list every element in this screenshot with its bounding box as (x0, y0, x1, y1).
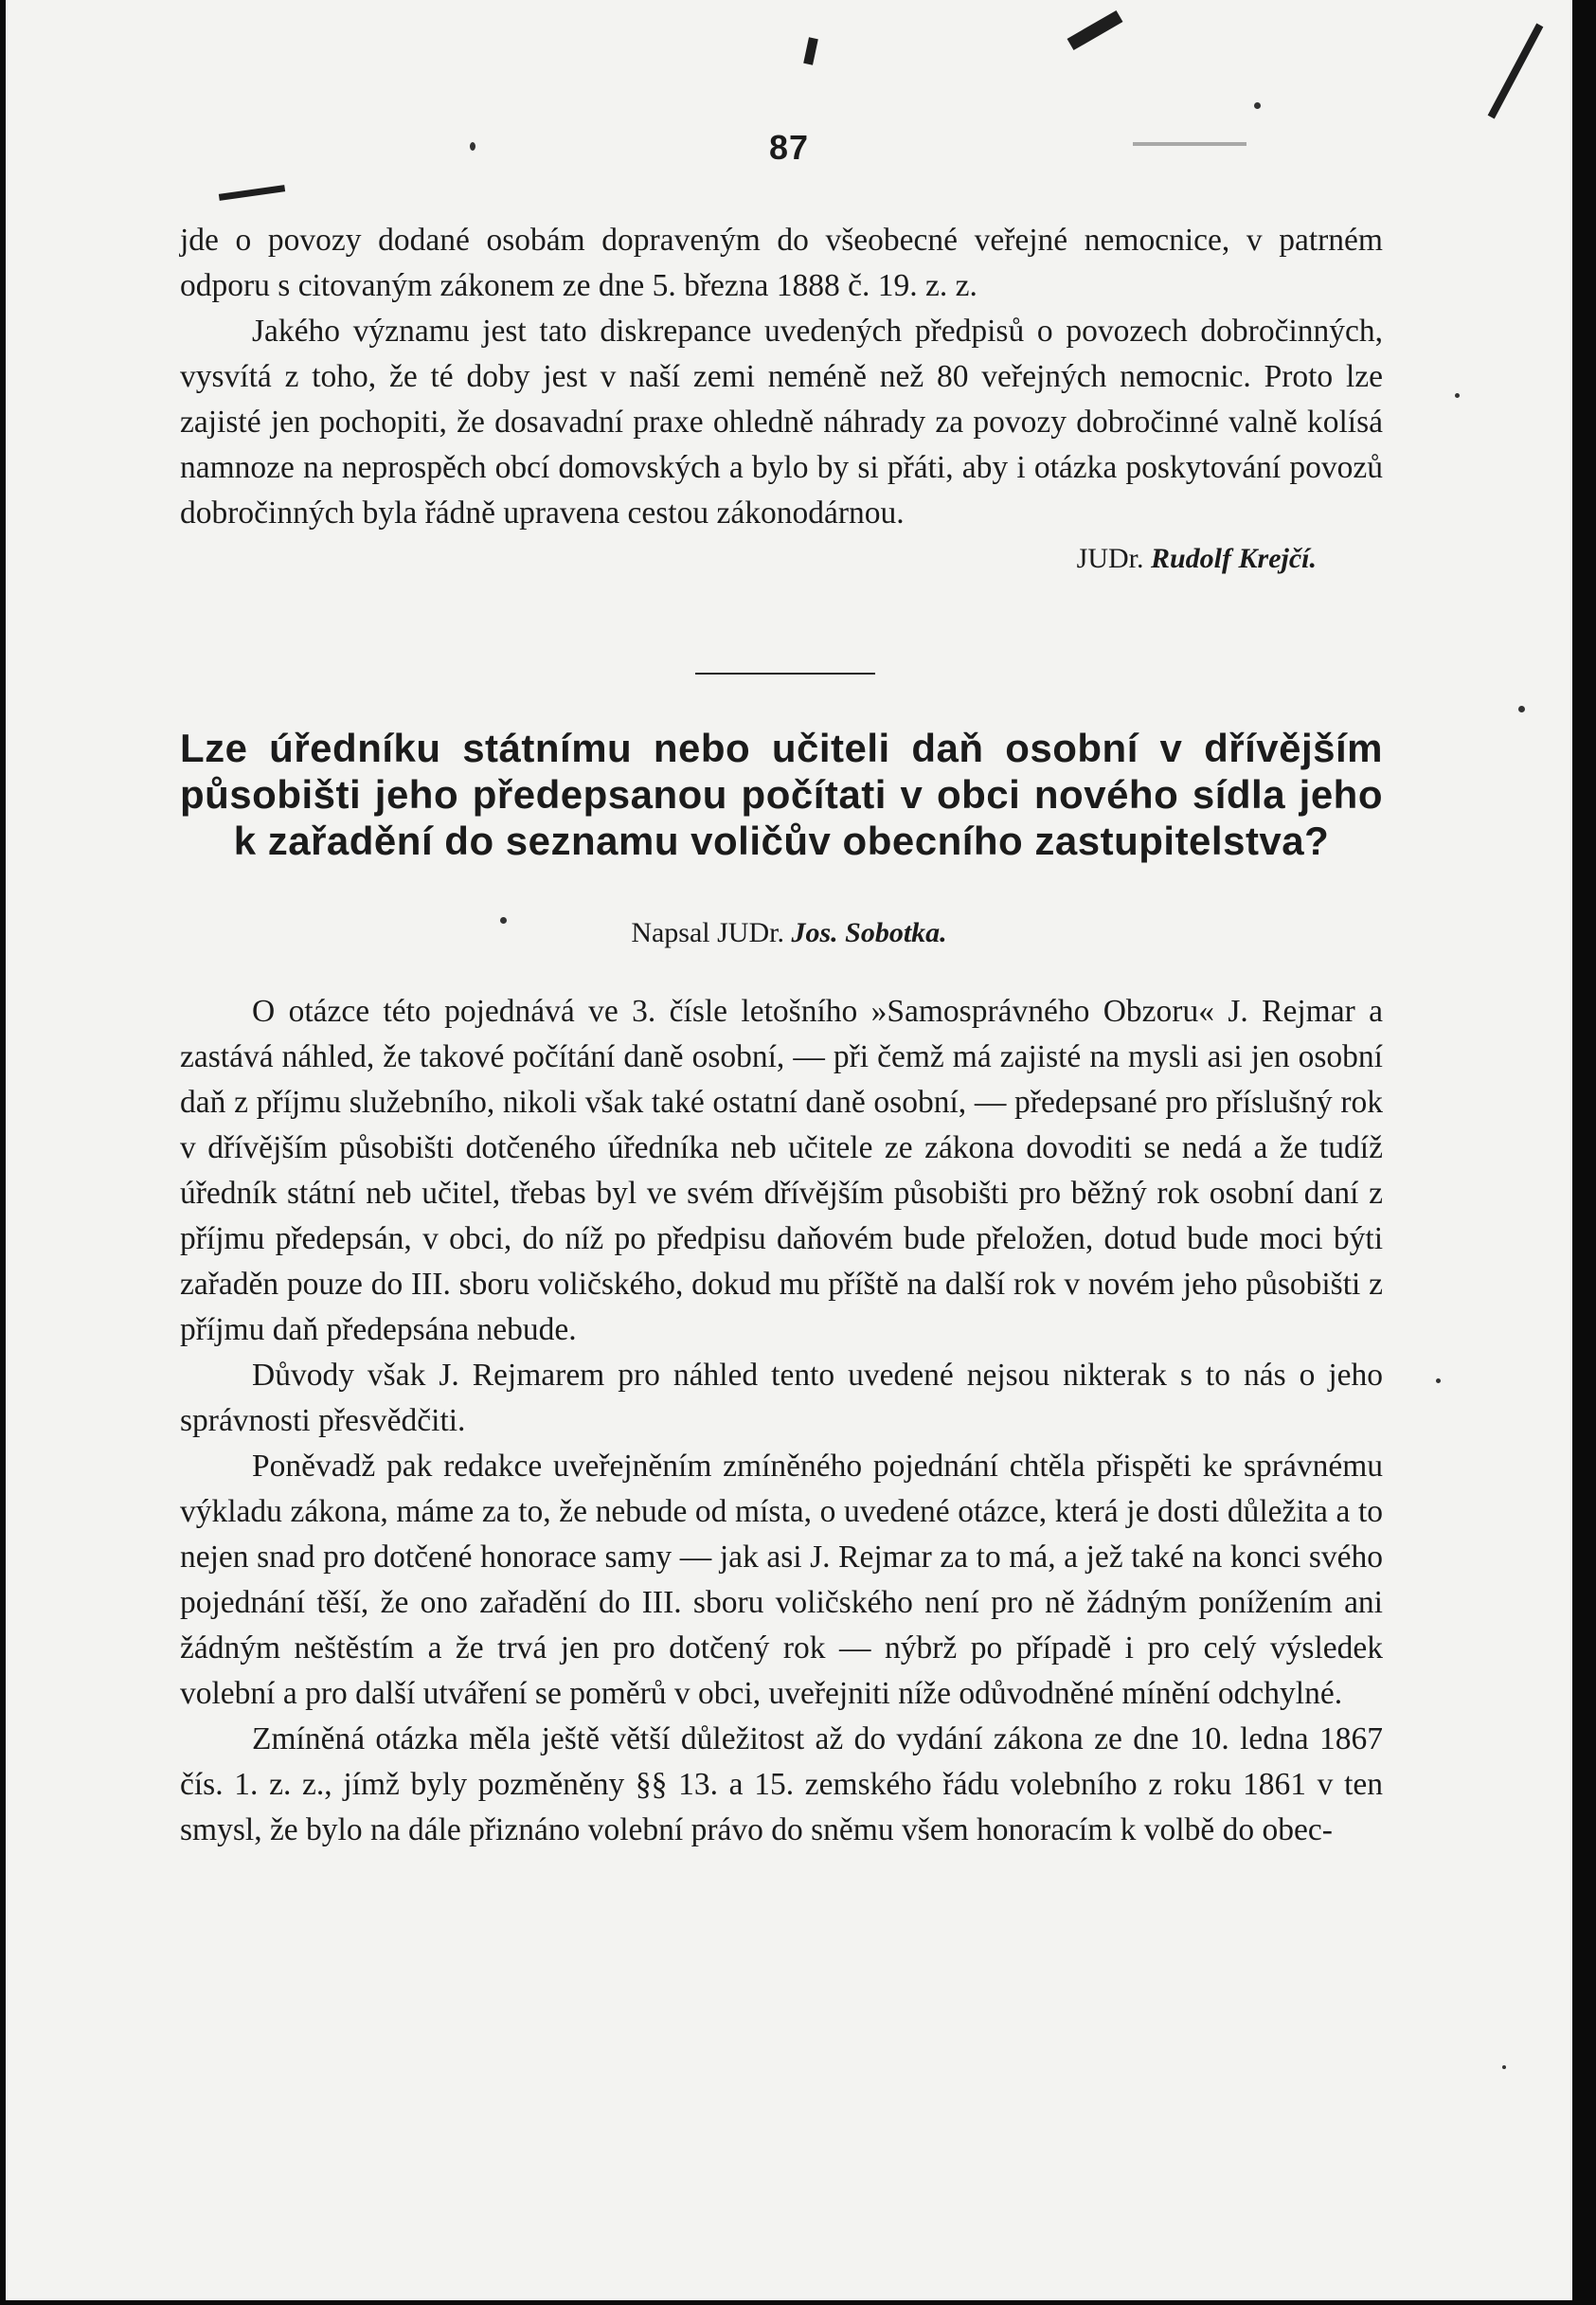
paragraph: jde o povozy dodané osobám dopraveným do všeobecné veřejné nemocnice, v patrném odporu s citovaným zákonem ze dne 5. března 1888 č. 19. z. z. (180, 223, 1383, 303)
byline-prefix: Napsal JUDr. (631, 917, 784, 948)
paragraph-text: Jakého významu jest tato diskrepance uvedených předpisů o povozech dobročinných, vysvítá z toho, že té doby jest v naší zemi neméně než 80 veřejných nemocnic. Proto lze zajisté jen pochopiti, že dosavadní praxe ohledně náhrady za povozy dobročinné valně kolísá namnoze na neprospěch obcí domovských a bylo by si přáti, aby i otázka poskytování povozů dobročinných byla řádně upravena cestou zákonodárnou. (180, 314, 1383, 531)
section-divider (695, 673, 875, 675)
scan-smudge (803, 37, 818, 64)
scan-smudge (1488, 24, 1544, 119)
signature (1077, 536, 1317, 582)
paragraph: Poněvadž pak redakce uveřejněním zmíněného pojednání chtěla přispěti ke správnému výkladu zákona, máme za to, že nebude od místa, o uvedené otázce, která je dosti důležita a to nejen snad pro dotčené honorace samy — jak asi J. Rejmar za to má, a jež také na konci svého pojednání těší, že ono zařadění do III. sboru voličského není pro ně žádným ponížením ani žádným neštěstím a že trvá jen pro dotčený rok — nýbrž po případě i pro celý výsledek volební a pro další utváření se poměrů v obci, uveřejniti níže odůvodněné mínění odchylné. (180, 1449, 1383, 1711)
scan-smudge (1067, 10, 1123, 50)
scan-speck (1502, 2065, 1506, 2069)
page-number: 87 (768, 128, 810, 167)
byline (6, 917, 1572, 949)
signature-name: Rudolf Krejčí. (1150, 543, 1317, 574)
scan-smudge (219, 185, 285, 201)
article-body (180, 989, 1383, 1853)
paragraph: Důvody však J. Rejmarem pro náhled tento uvedené nejsou nikterak s to nás o jeho správnosti přesvědčiti. (180, 1358, 1383, 1438)
paragraph (180, 309, 1383, 536)
signature-line (180, 536, 1383, 582)
article-title: Lze úředníku státnímu nebo učiteli daň osobní v dřívějším působišti jeho předepsanou počítati v obci nového sídla jeho k zařadění do seznamu voličův obecního zastupitelstva? (180, 726, 1383, 863)
scan-speck (1518, 706, 1525, 712)
scan-speck (1254, 102, 1261, 109)
scan-speck (1436, 1378, 1441, 1383)
scan-speck (1455, 393, 1460, 398)
paragraph: O otázce této pojednává ve 3. čísle letošního »Samosprávného Obzoru« J. Rejmar a zastává náhled, že takové počítání daně osobní, — při čemž má zajisté na mysli asi jen osobní daň z příjmu služebního, nikoli však také ostatní daně osobní, — předepsané pro příslušný rok v dřívějším působišti dotčeného úředníka neb učitele ze zákona dovoditi se nedá a že tudíž úředník státní neb učitel, třebas byl ve svém dřívějším působišti pro běžný rok osobní daní z příjmu předepsán, v obci, do níž po předpisu daňovém bude přeložen, dotud bude moci býti zařaděn pouze do III. sboru voličského, dokud mu příště na další rok v novém jeho působišti z příjmu daň předepsána nebude. (180, 994, 1383, 1347)
continuation-text (180, 218, 1383, 582)
paragraph: Zmíněná otázka měla ještě větší důležitost až do vydání zákona ze dne 10. ledna 1867 čís. 1. z. z., jímž byly pozměněny §§ 13. a 15. zemského řádu volebního z roku 1861 v ten smysl, že bylo na dále přiznáno volební právo do sněmu všem honoracím k volbě do obec- (180, 1721, 1383, 1847)
signature-title: JUDr. (1076, 543, 1144, 574)
byline-author: Jos. Sobotka. (791, 917, 947, 948)
document-page (6, 0, 1572, 2300)
